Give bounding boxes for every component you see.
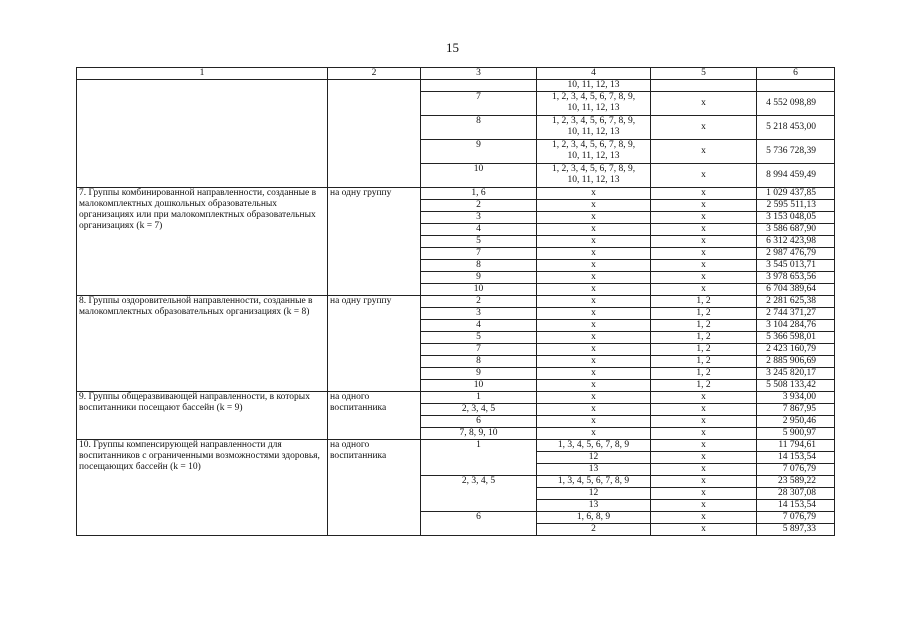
- cell-col5: x: [651, 164, 757, 188]
- cell-col3: 2, 3, 4, 5: [421, 476, 537, 512]
- page-number: 15: [446, 40, 459, 55]
- header-cell: 1: [77, 68, 328, 80]
- cell-col6: 5 508 133,42: [757, 380, 835, 392]
- header-cell: 6: [757, 68, 835, 80]
- cell-col4: x: [537, 332, 651, 344]
- unit-cell: на одну группу: [328, 296, 421, 392]
- cell-col6: 7 076,79: [757, 464, 835, 476]
- cell-col5: 1, 2: [651, 380, 757, 392]
- cell-col3: 7, 8, 9, 10: [421, 428, 537, 440]
- cell-col4: x: [537, 224, 651, 236]
- cell-col6: 2 281 625,38: [757, 296, 835, 308]
- cell-col5: x: [651, 404, 757, 416]
- cell-col5: 1, 2: [651, 356, 757, 368]
- cell-col4: x: [537, 272, 651, 284]
- cell-col3: 2: [421, 296, 537, 308]
- cell-col6: 2 744 371,27: [757, 308, 835, 320]
- cell-col3: 4: [421, 224, 537, 236]
- cell-col6: 1 029 437,85: [757, 188, 835, 200]
- cell-col4: 13: [537, 500, 651, 512]
- cell-col3: 8: [421, 116, 537, 140]
- group-name-cell: 10. Группы компенсирующей направленности для воспитанников с ограниченными возможностями здоровья, посещающих бассейн (k = 10): [77, 440, 328, 536]
- cell-col3: 4: [421, 320, 537, 332]
- header-cell: 3: [421, 68, 537, 80]
- cell-col4: x: [537, 212, 651, 224]
- cell-col6: [757, 80, 835, 92]
- cell-col4: 2: [537, 524, 651, 536]
- cell-col6: 23 589,22: [757, 476, 835, 488]
- cell-col5: x: [651, 248, 757, 260]
- cell-col3: 6: [421, 416, 537, 428]
- cell-col6: 7 867,95: [757, 404, 835, 416]
- cell-col6: 5 897,33: [757, 524, 835, 536]
- cell-col4: 1, 2, 3, 4, 5, 6, 7, 8, 9, 10, 11, 12, 13: [537, 92, 651, 116]
- cell-col4: 12: [537, 452, 651, 464]
- cell-col3: 7: [421, 92, 537, 116]
- cell-col5: [651, 80, 757, 92]
- cell-col5: x: [651, 392, 757, 404]
- cell-col5: x: [651, 260, 757, 272]
- cell-col4: x: [537, 200, 651, 212]
- cell-col5: x: [651, 272, 757, 284]
- cell-col6: 28 307,08: [757, 488, 835, 500]
- cell-col6: 14 153,54: [757, 500, 835, 512]
- cell-col6: 7 076,79: [757, 512, 835, 524]
- cell-col6: 3 153 048,05: [757, 212, 835, 224]
- cell-col6: 3 104 284,76: [757, 320, 835, 332]
- cell-col5: x: [651, 284, 757, 296]
- cell-col4: x: [537, 404, 651, 416]
- unit-cell: [328, 80, 421, 188]
- cell-col5: x: [651, 116, 757, 140]
- cell-col5: x: [651, 464, 757, 476]
- cell-col6: 2 987 476,79: [757, 248, 835, 260]
- header-cell: 5: [651, 68, 757, 80]
- cell-col5: 1, 2: [651, 296, 757, 308]
- header-row: [77, 68, 835, 80]
- cell-col4: x: [537, 284, 651, 296]
- cell-col5: x: [651, 488, 757, 500]
- cell-col3: 2: [421, 200, 537, 212]
- cell-col3: 9: [421, 368, 537, 380]
- cell-col4: 1, 3, 4, 5, 6, 7, 8, 9: [537, 440, 651, 452]
- unit-cell: на одну группу: [328, 188, 421, 296]
- unit-cell: на одного воспитанника: [328, 440, 421, 536]
- tariff-table: [76, 67, 835, 536]
- cell-col6: 5 736 728,39: [757, 140, 835, 164]
- cell-col3: 1, 6: [421, 188, 537, 200]
- group-name-cell: 9. Группы общеразвивающей направленности, в которых воспитанники посещают бассейн (k = 9): [77, 392, 328, 440]
- cell-col3: 8: [421, 260, 537, 272]
- cell-col4: 10, 11, 12, 13: [537, 80, 651, 92]
- cell-col5: x: [651, 428, 757, 440]
- cell-col3: 5: [421, 332, 537, 344]
- cell-col4: x: [537, 320, 651, 332]
- cell-col6: 5 366 598,01: [757, 332, 835, 344]
- cell-col3: 9: [421, 272, 537, 284]
- cell-col5: x: [651, 188, 757, 200]
- table-row: [77, 440, 835, 452]
- cell-col6: 2 595 511,13: [757, 200, 835, 212]
- cell-col3: 6: [421, 512, 537, 536]
- cell-col5: x: [651, 212, 757, 224]
- cell-col3: 10: [421, 284, 537, 296]
- cell-col3: 2, 3, 4, 5: [421, 404, 537, 416]
- cell-col4: 12: [537, 488, 651, 500]
- cell-col5: 1, 2: [651, 332, 757, 344]
- header-cell: 2: [328, 68, 421, 80]
- cell-col5: x: [651, 476, 757, 488]
- cell-col3: 8: [421, 356, 537, 368]
- cell-col3: [421, 80, 537, 92]
- cell-col5: 1, 2: [651, 344, 757, 356]
- cell-col4: x: [537, 344, 651, 356]
- table-row: [77, 80, 835, 92]
- cell-col4: x: [537, 236, 651, 248]
- cell-col5: x: [651, 92, 757, 116]
- cell-col4: x: [537, 188, 651, 200]
- cell-col3: 7: [421, 344, 537, 356]
- cell-col5: 1, 2: [651, 320, 757, 332]
- cell-col3: 10: [421, 380, 537, 392]
- table-row: [77, 296, 835, 308]
- cell-col4: x: [537, 380, 651, 392]
- cell-col4: 1, 2, 3, 4, 5, 6, 7, 8, 9, 10, 11, 12, 13: [537, 116, 651, 140]
- group-name-cell: 7. Группы комбинированной направленности, созданные в малокомплектных дошкольных образовательных организациях или при малокомплектных образовательных организациях (k = 7): [77, 188, 328, 296]
- cell-col6: 2 885 906,69: [757, 356, 835, 368]
- cell-col4: x: [537, 248, 651, 260]
- cell-col3: 9: [421, 140, 537, 164]
- cell-col6: 3 934,00: [757, 392, 835, 404]
- cell-col5: x: [651, 236, 757, 248]
- cell-col4: x: [537, 308, 651, 320]
- cell-col5: x: [651, 200, 757, 212]
- table-row: [77, 392, 835, 404]
- cell-col4: 13: [537, 464, 651, 476]
- cell-col5: 1, 2: [651, 368, 757, 380]
- cell-col5: x: [651, 500, 757, 512]
- cell-col3: 7: [421, 248, 537, 260]
- cell-col5: x: [651, 452, 757, 464]
- cell-col6: 6 704 389,64: [757, 284, 835, 296]
- table-row: [77, 188, 835, 200]
- cell-col4: x: [537, 368, 651, 380]
- cell-col3: 3: [421, 308, 537, 320]
- cell-col3: 1: [421, 392, 537, 404]
- cell-col4: 1, 6, 8, 9: [537, 512, 651, 524]
- cell-col6: 8 994 459,49: [757, 164, 835, 188]
- cell-col5: x: [651, 224, 757, 236]
- cell-col3: 10: [421, 164, 537, 188]
- cell-col6: 14 153,54: [757, 452, 835, 464]
- cell-col6: 11 794,61: [757, 440, 835, 452]
- cell-col6: 3 978 653,56: [757, 272, 835, 284]
- cell-col4: x: [537, 392, 651, 404]
- cell-col6: 2 423 160,79: [757, 344, 835, 356]
- cell-col6: 4 552 098,89: [757, 92, 835, 116]
- cell-col6: 5 218 453,00: [757, 116, 835, 140]
- group-name-cell: 8. Группы оздоровительной направленности, созданные в малокомплектных образовательных организациях (k = 8): [77, 296, 328, 392]
- cell-col4: 1, 2, 3, 4, 5, 6, 7, 8, 9, 10, 11, 12, 13: [537, 164, 651, 188]
- cell-col6: 3 245 820,17: [757, 368, 835, 380]
- cell-col6: 2 950,46: [757, 416, 835, 428]
- cell-col4: x: [537, 260, 651, 272]
- cell-col4: x: [537, 296, 651, 308]
- cell-col5: x: [651, 140, 757, 164]
- cell-col3: 3: [421, 212, 537, 224]
- unit-cell: на одного воспитанника: [328, 392, 421, 440]
- cell-col5: 1, 2: [651, 308, 757, 320]
- cell-col3: 5: [421, 236, 537, 248]
- cell-col6: 3 545 013,71: [757, 260, 835, 272]
- cell-col3: 1: [421, 440, 537, 476]
- cell-col5: x: [651, 440, 757, 452]
- cell-col5: x: [651, 524, 757, 536]
- cell-col4: x: [537, 356, 651, 368]
- cell-col4: 1, 3, 4, 5, 6, 7, 8, 9: [537, 476, 651, 488]
- cell-col4: x: [537, 416, 651, 428]
- cell-col5: x: [651, 512, 757, 524]
- cell-col4: x: [537, 428, 651, 440]
- group-name-cell: [77, 80, 328, 188]
- header-cell: 4: [537, 68, 651, 80]
- cell-col6: 5 900,97: [757, 428, 835, 440]
- cell-col6: 6 312 423,98: [757, 236, 835, 248]
- cell-col6: 3 586 687,90: [757, 224, 835, 236]
- cell-col4: 1, 2, 3, 4, 5, 6, 7, 8, 9, 10, 11, 12, 13: [537, 140, 651, 164]
- cell-col5: x: [651, 416, 757, 428]
